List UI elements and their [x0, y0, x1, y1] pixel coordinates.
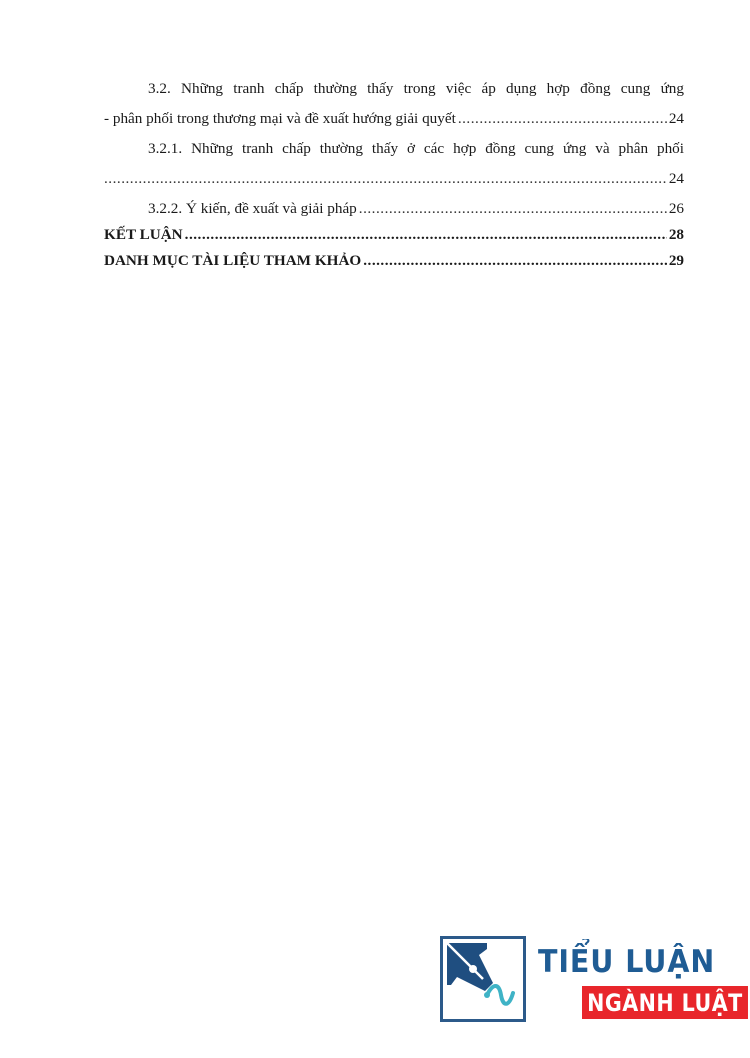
toc-leader-dots: [363, 248, 667, 274]
toc-entry-3-2-1[interactable]: [104, 136, 684, 192]
toc-entry-text: 3.2.1. Những tranh chấp thường thấy ở các hợp đồng cung ứng và phân phối: [148, 140, 684, 157]
toc-entry-text: DANH MỤC TÀI LIỆU THAM KHẢO: [104, 252, 362, 269]
logo-emblem: [440, 936, 526, 1022]
toc-entry-text: 3.2.2. Ý kiến, đề xuất và giải pháp: [148, 200, 357, 217]
logo-subtitle: NGÀNH LUẬT: [582, 986, 748, 1019]
logo-title: TIỂU LUẬN: [538, 944, 716, 980]
toc-entry-text: KẾT LUẬN: [104, 226, 183, 243]
toc-entry-ket-luan[interactable]: [104, 222, 684, 248]
table-of-contents: [104, 76, 684, 274]
toc-leader-dots: [458, 106, 667, 132]
toc-page-number: 24: [668, 110, 684, 127]
toc-page-number: 24: [668, 170, 684, 187]
toc-entry-3-2-2[interactable]: [104, 196, 684, 222]
brand-logo: [440, 936, 743, 1028]
toc-page-number: 28: [668, 226, 684, 243]
fountain-pen-nib-icon: [443, 939, 523, 1019]
toc-leader-dots: [104, 166, 667, 192]
toc-entry-3-2[interactable]: [104, 76, 684, 132]
toc-entry-text-continued: - phân phối trong thương mại và đề xuất hướng giải quyết: [104, 110, 456, 127]
toc-leader-dots: [185, 222, 667, 248]
toc-page-number: 26: [668, 200, 684, 217]
toc-entry-text: 3.2. Những tranh chấp thường thấy trong việc áp dụng hợp đồng cung ứng: [148, 80, 684, 97]
toc-page-number: 29: [668, 252, 684, 269]
toc-entry-tai-lieu-tham-khao[interactable]: [104, 248, 684, 274]
toc-leader-dots: [359, 196, 667, 222]
